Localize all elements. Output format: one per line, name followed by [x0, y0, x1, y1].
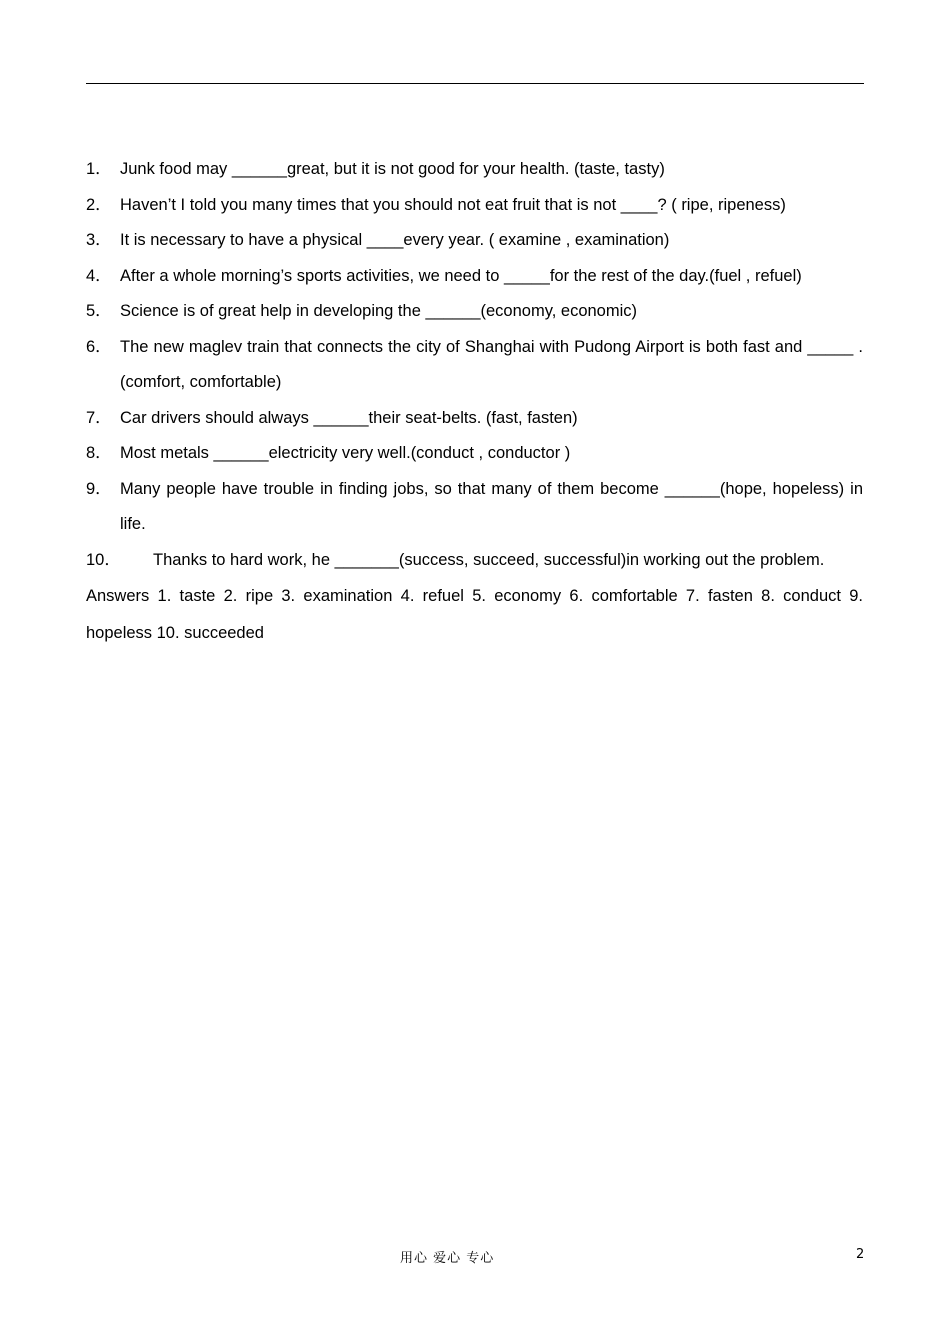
- footer-motto: 用心 爱心 专心: [400, 1251, 495, 1266]
- answer-key: Answers 1. taste 2. ripe 3. examination 4. refuel 5. economy 6. comfortable 7. fasten 8. conduct 9. hopeless 10. succeeded: [86, 587, 863, 642]
- question-text: After a whole morning’s sports activities, we need to _____for the rest of the day.(fuel , refuel): [120, 266, 802, 285]
- question-9: [86, 472, 863, 543]
- question-number: 4．: [86, 266, 112, 285]
- question-8: [86, 436, 863, 472]
- question-10: [86, 543, 863, 579]
- question-number: 2．: [86, 195, 112, 214]
- page-number: 2: [856, 1247, 865, 1262]
- question-number: 8．: [86, 444, 112, 462]
- question-number: 6．: [86, 337, 112, 356]
- question-text: Thanks to hard work, he _______(success, succeed, successful)in working out the problem.: [153, 550, 825, 569]
- question-number: 9．: [86, 479, 112, 498]
- exercise-content: [86, 152, 863, 652]
- question-number: 1．: [86, 160, 112, 178]
- question-7: [86, 401, 863, 437]
- question-text: Car drivers should always ______their seat-belts. (fast, fasten): [120, 408, 578, 427]
- question-number: 10．: [86, 550, 121, 569]
- question-number: 3．: [86, 231, 112, 249]
- question-6: [86, 330, 863, 401]
- question-text: Science is of great help in developing the ______(economy, economic): [120, 302, 638, 320]
- question-text: Many people have trouble in finding jobs, so that many of them become ______(hope, hopeless) in life.: [120, 479, 863, 533]
- question-5: [86, 294, 863, 330]
- question-4: [86, 259, 863, 295]
- question-number: 5．: [86, 302, 112, 320]
- question-text: It is necessary to have a physical ____every year. ( examine , examination): [120, 231, 670, 249]
- question-text: Haven’t I told you many times that you should not eat fruit that is not ____? ( ripe, ripeness): [120, 195, 786, 214]
- question-2: [86, 188, 863, 224]
- question-number: 7．: [86, 408, 112, 427]
- question-3: [86, 223, 863, 259]
- question-text: Most metals ______electricity very well.(conduct , conductor ): [120, 444, 571, 462]
- question-1: [86, 152, 863, 188]
- question-text: The new maglev train that connects the city of Shanghai with Pudong Airport is both fast and _____ .(comfort, comfortable): [120, 337, 863, 391]
- question-text: Junk food may ______great, but it is not good for your health. (taste, tasty): [120, 160, 665, 178]
- header-rule: [86, 83, 864, 84]
